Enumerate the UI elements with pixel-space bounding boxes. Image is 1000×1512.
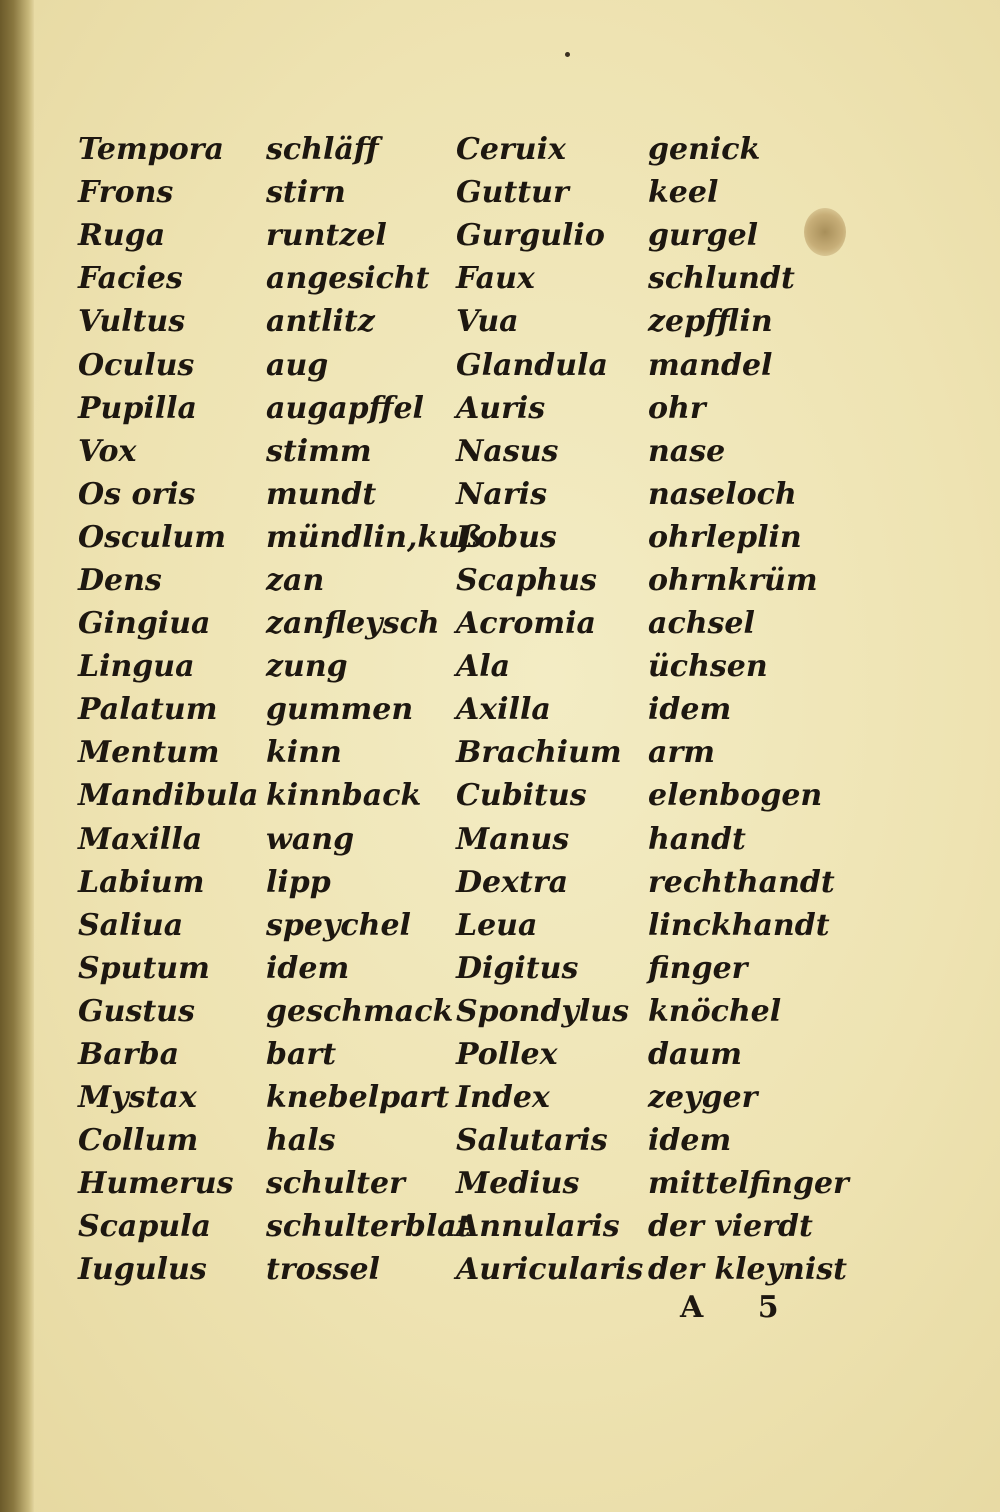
german-term: aug bbox=[266, 347, 329, 383]
latin-term: Osculum bbox=[78, 519, 227, 555]
latin-term: Sputum bbox=[78, 950, 210, 986]
german-term: keel bbox=[648, 175, 719, 211]
ink-dot bbox=[565, 52, 570, 57]
latin-term: Facies bbox=[78, 261, 183, 297]
german-term: stirn bbox=[266, 175, 346, 211]
latin-term: Labium bbox=[78, 864, 205, 900]
vocab-row bbox=[78, 1076, 838, 1119]
vocab-row bbox=[78, 904, 838, 947]
latin-term: Vua bbox=[456, 304, 519, 340]
german-term: mittelfinger bbox=[648, 1166, 849, 1202]
german-term: idem bbox=[648, 692, 732, 728]
vocab-row bbox=[78, 818, 838, 861]
vocab-row bbox=[78, 688, 838, 731]
german-term: mandel bbox=[648, 347, 773, 383]
german-term: genick bbox=[648, 132, 761, 168]
latin-term: Scapula bbox=[78, 1209, 211, 1245]
vocab-row bbox=[78, 1162, 838, 1205]
latin-term: Maxilla bbox=[78, 821, 203, 857]
latin-term: Lingua bbox=[78, 649, 195, 685]
german-term: antlitz bbox=[266, 304, 375, 340]
vocab-row bbox=[78, 1205, 838, 1248]
german-term: schulterblat bbox=[266, 1209, 471, 1245]
german-term: wang bbox=[266, 821, 355, 857]
german-term: schläff bbox=[266, 132, 379, 168]
german-term: stimm bbox=[266, 433, 372, 469]
latin-term: Digitus bbox=[456, 950, 579, 986]
german-term: üchsen bbox=[648, 649, 768, 685]
latin-term: Pollex bbox=[456, 1037, 558, 1073]
german-term: der vierdt bbox=[648, 1209, 813, 1245]
latin-term: Vox bbox=[78, 433, 137, 469]
german-term: rechthandt bbox=[648, 864, 835, 900]
vocab-row bbox=[78, 1248, 838, 1291]
vocab-row bbox=[78, 430, 838, 473]
vocabulary-table bbox=[78, 128, 849, 1292]
german-term: schulter bbox=[266, 1166, 405, 1202]
latin-term: Dextra bbox=[456, 864, 569, 900]
vocab-row bbox=[78, 947, 838, 990]
vocab-row bbox=[78, 516, 838, 559]
latin-term: Guttur bbox=[456, 175, 569, 211]
latin-term: Gingiua bbox=[78, 606, 211, 642]
latin-term: Ruga bbox=[78, 218, 166, 254]
latin-term: Leua bbox=[456, 907, 538, 943]
latin-term: Medius bbox=[456, 1166, 580, 1202]
vocab-row bbox=[78, 774, 838, 817]
latin-term: Gustus bbox=[78, 993, 195, 1029]
latin-term: Salutaris bbox=[456, 1123, 608, 1159]
vocab-row bbox=[78, 559, 838, 602]
latin-term: Cubitus bbox=[456, 778, 587, 814]
german-term: trossel bbox=[266, 1252, 380, 1288]
latin-term: Mentum bbox=[78, 735, 220, 771]
vocab-row bbox=[78, 257, 838, 300]
german-term: runtzel bbox=[266, 218, 387, 254]
latin-term: Frons bbox=[78, 175, 174, 211]
german-term: der kleynist bbox=[648, 1252, 847, 1288]
latin-term: Naris bbox=[456, 476, 547, 512]
latin-term: Tempora bbox=[78, 132, 224, 168]
latin-term: Manus bbox=[456, 821, 570, 857]
latin-term: Spondylus bbox=[456, 993, 629, 1029]
latin-term: Humerus bbox=[78, 1166, 234, 1202]
german-term: idem bbox=[266, 950, 350, 986]
vocab-row bbox=[78, 214, 838, 257]
german-term: speychel bbox=[266, 907, 411, 943]
german-term: gurgel bbox=[648, 218, 759, 254]
vocab-row bbox=[78, 387, 838, 430]
german-term: knebelpart bbox=[266, 1080, 450, 1116]
latin-term: Dens bbox=[78, 562, 162, 598]
latin-term: Ceruix bbox=[456, 132, 566, 168]
german-term: zan bbox=[266, 562, 325, 598]
latin-term: Mystax bbox=[78, 1080, 197, 1116]
german-term: mundt bbox=[266, 476, 377, 512]
latin-term: Barba bbox=[78, 1037, 180, 1073]
latin-term: Palatum bbox=[78, 692, 218, 728]
german-term: gummen bbox=[266, 692, 414, 728]
german-term: angesicht bbox=[266, 261, 430, 297]
german-term: naseloch bbox=[648, 476, 797, 512]
latin-term: Lobus bbox=[456, 519, 557, 555]
latin-term: Nasus bbox=[456, 433, 559, 469]
german-term: zepfflin bbox=[648, 304, 773, 340]
latin-term: Scaphus bbox=[456, 562, 597, 598]
latin-term: Auris bbox=[456, 390, 546, 426]
vocab-row bbox=[78, 473, 838, 516]
vocab-row bbox=[78, 300, 838, 343]
vocab-row bbox=[78, 602, 838, 645]
latin-term: Gurgulio bbox=[456, 218, 605, 254]
german-term: nase bbox=[648, 433, 726, 469]
binding-gutter bbox=[0, 0, 34, 1512]
vocab-row bbox=[78, 1119, 838, 1162]
page-signature: A 5 bbox=[680, 1290, 801, 1325]
german-term: zung bbox=[266, 649, 348, 685]
german-term: zeyger bbox=[648, 1080, 758, 1116]
german-term: ohrleplin bbox=[648, 519, 802, 555]
german-term: arm bbox=[648, 735, 715, 771]
latin-term: Collum bbox=[78, 1123, 199, 1159]
latin-term: Ala bbox=[456, 649, 511, 685]
vocab-row bbox=[78, 343, 838, 386]
german-term: augapffel bbox=[266, 390, 424, 426]
latin-term: Saliua bbox=[78, 907, 184, 943]
german-term: ohr bbox=[648, 390, 706, 426]
latin-term: Iugulus bbox=[78, 1252, 207, 1288]
latin-term: Auricularis bbox=[456, 1252, 644, 1288]
vocab-row bbox=[78, 645, 838, 688]
german-term: achsel bbox=[648, 606, 755, 642]
german-term: kinn bbox=[266, 735, 342, 771]
latin-term: Acromia bbox=[456, 606, 596, 642]
german-term: finger bbox=[648, 950, 748, 986]
german-term: hals bbox=[266, 1123, 336, 1159]
latin-term: Vultus bbox=[78, 304, 186, 340]
german-term: geschmack bbox=[266, 993, 454, 1029]
vocab-row bbox=[78, 990, 838, 1033]
german-term: elenbogen bbox=[648, 778, 823, 814]
latin-term: Axilla bbox=[456, 692, 551, 728]
german-term: lipp bbox=[266, 864, 331, 900]
german-term: kinnback bbox=[266, 778, 422, 814]
german-term: mündlin,kuß bbox=[266, 519, 483, 555]
german-term: schlundt bbox=[648, 261, 795, 297]
latin-term: Glandula bbox=[456, 347, 608, 383]
latin-term: Faux bbox=[456, 261, 535, 297]
vocab-row bbox=[78, 171, 838, 214]
german-term: handt bbox=[648, 821, 746, 857]
vocab-row bbox=[78, 1033, 838, 1076]
german-term: idem bbox=[648, 1123, 732, 1159]
german-term: ohrnkrüm bbox=[648, 562, 818, 598]
latin-term: Annularis bbox=[456, 1209, 620, 1245]
latin-term: Brachium bbox=[456, 735, 622, 771]
latin-term: Pupilla bbox=[78, 390, 197, 426]
vocab-row bbox=[78, 861, 838, 904]
vocab-row bbox=[78, 128, 838, 171]
german-term: bart bbox=[266, 1037, 337, 1073]
latin-term: Mandibula bbox=[78, 778, 259, 814]
german-term: knöchel bbox=[648, 993, 782, 1029]
german-term: daum bbox=[648, 1037, 742, 1073]
latin-term: Oculus bbox=[78, 347, 195, 383]
german-term: zanfleysch bbox=[266, 606, 440, 642]
german-term: linckhandt bbox=[648, 907, 830, 943]
latin-term: Os oris bbox=[78, 476, 196, 512]
vocab-row bbox=[78, 731, 838, 774]
latin-term: Index bbox=[456, 1080, 550, 1116]
